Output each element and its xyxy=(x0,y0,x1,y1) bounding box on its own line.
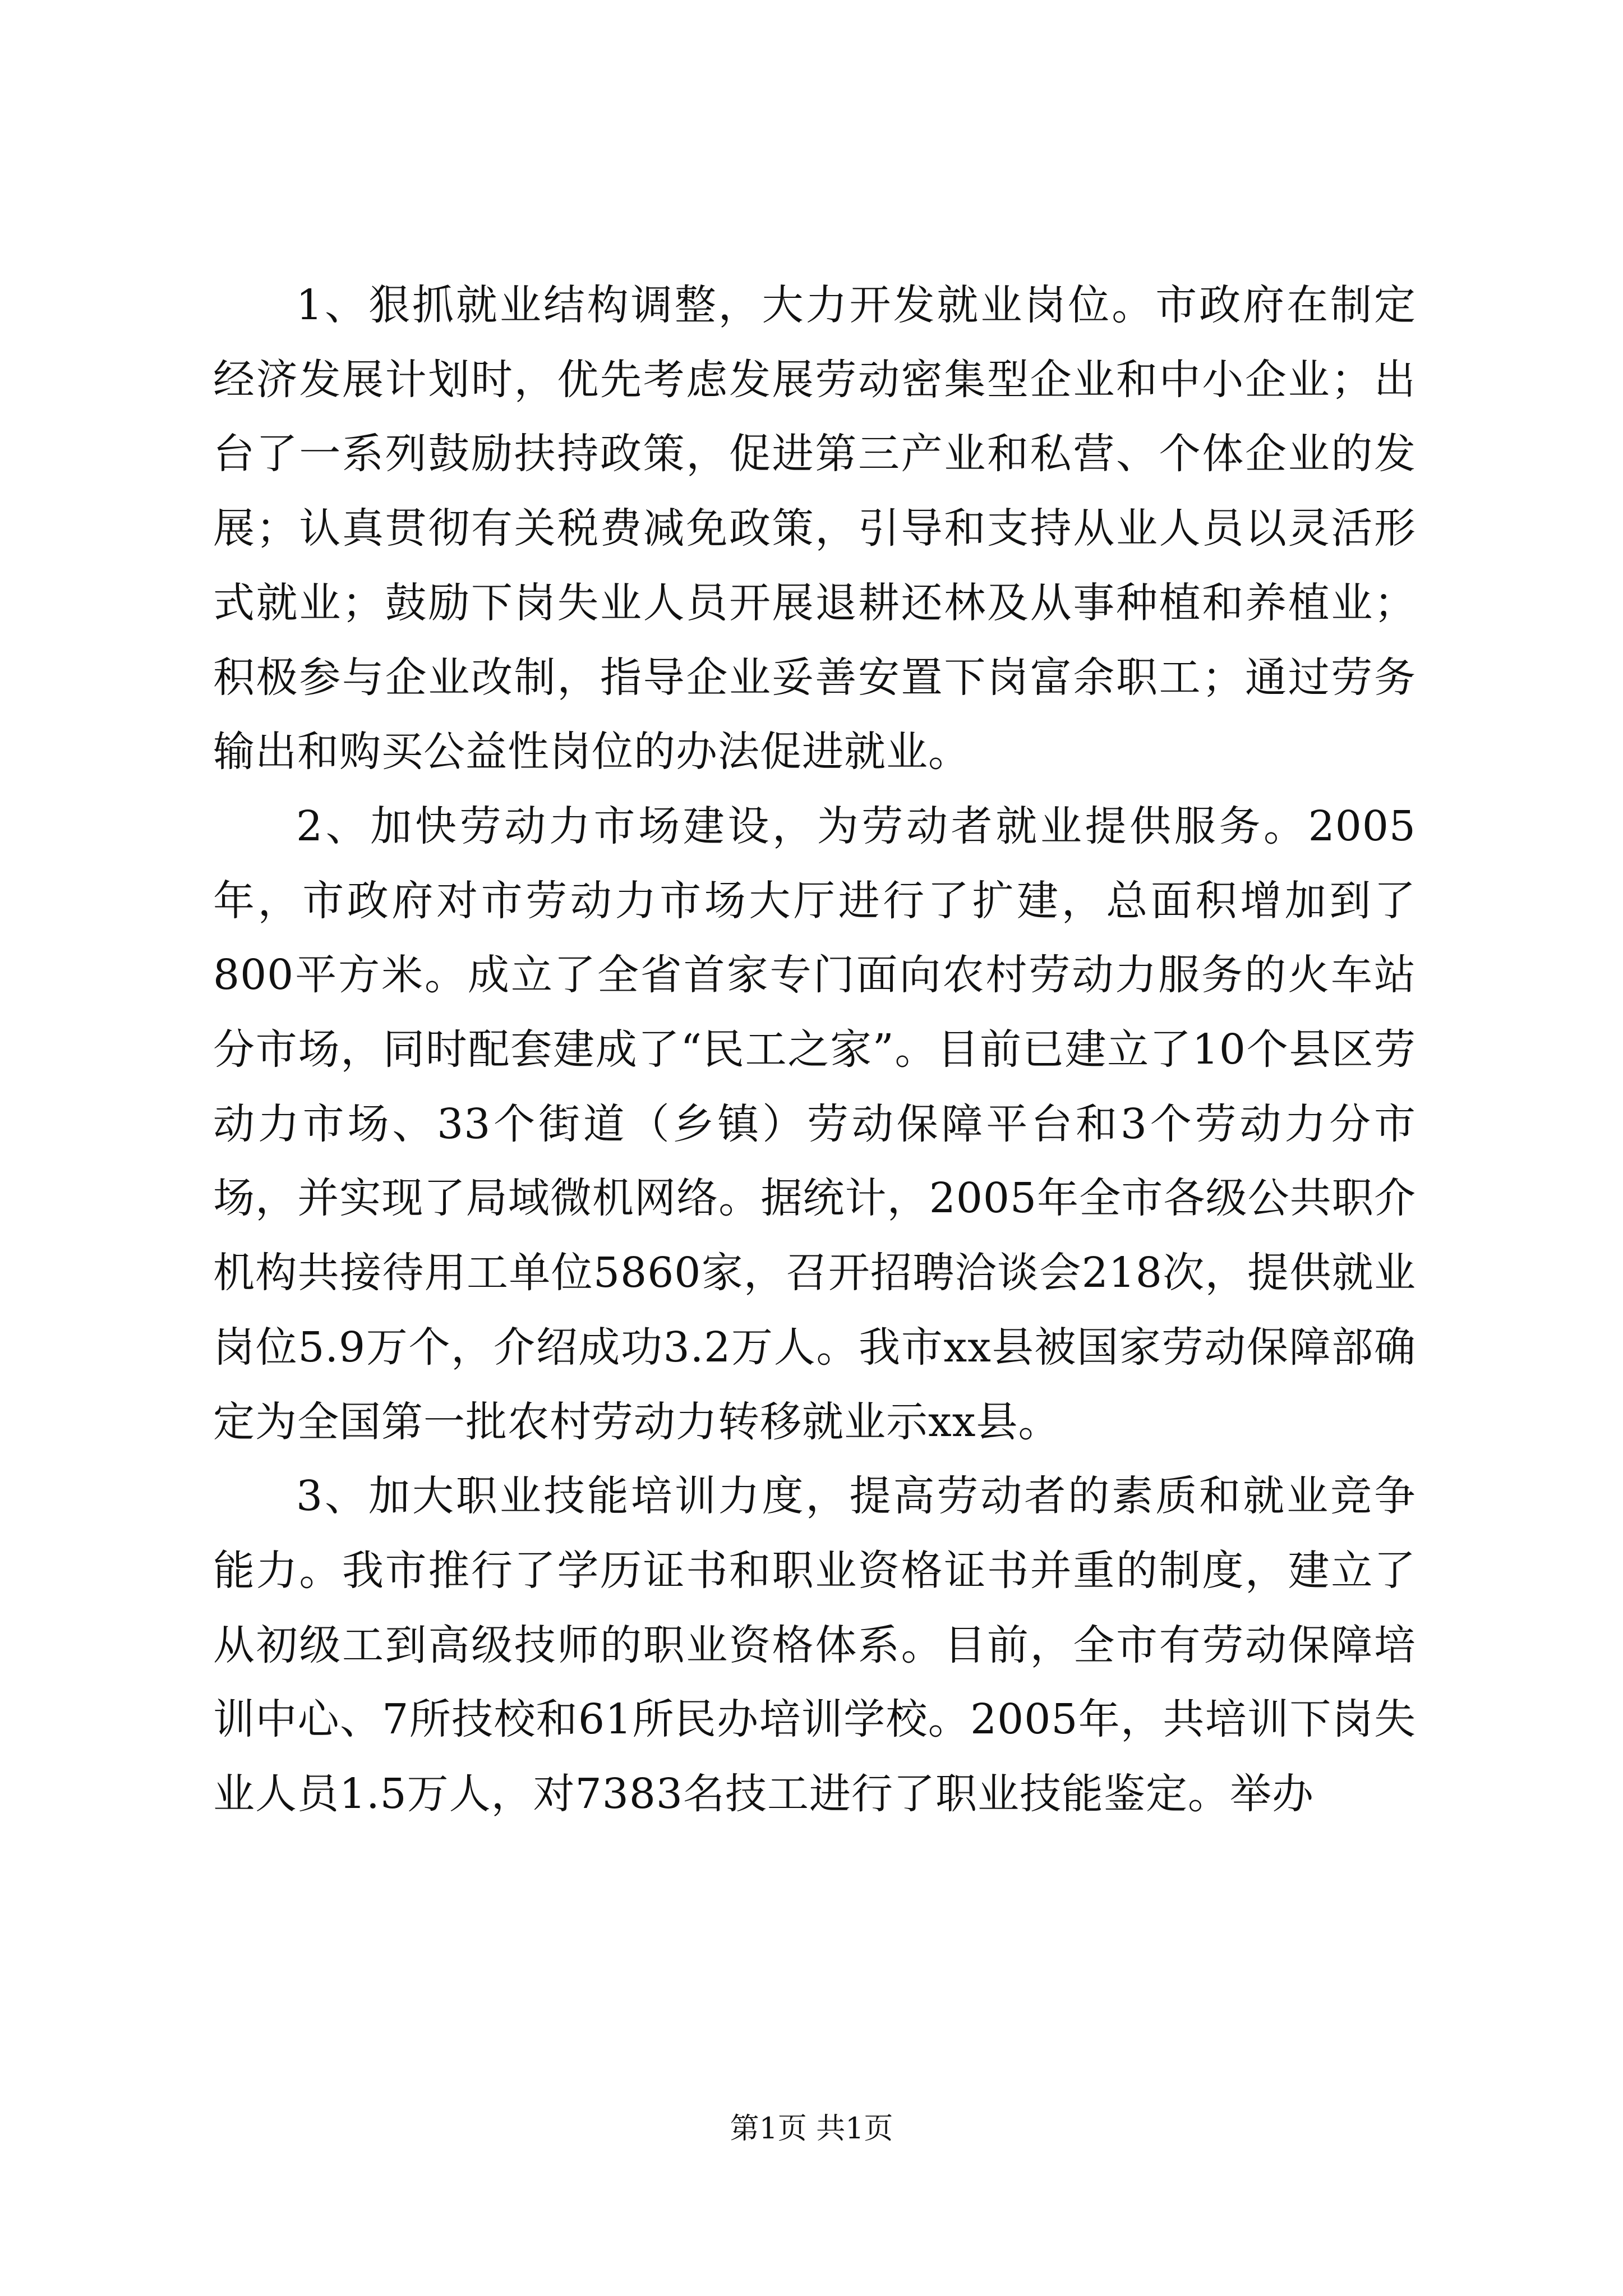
page-footer: 第1页 共1页 xyxy=(730,2112,893,2146)
paragraph-1: 1、狠抓就业结构调整，大力开发就业岗位。市政府在制定经济发展计划时，优先考虑发展劳动密集型企业和中小企业；出台了一系列鼓励扶持政策，促进第三产业和私营、个体企业的发展；认真贯彻有关税费减免政策，引导和支持从业人员以灵活形式就业；鼓励下岗失业人员开展退耕还林及从事种植和养植业；积极参与企业改制，指导企业妥善安置下岗富余职工；通过劳务输出和购买公益性岗位的办法促进就业。 xyxy=(213,281,1416,776)
document-body xyxy=(213,268,1416,1832)
paragraph-2: 2、加快劳动力市场建设，为劳动者就业提供服务。2005年，市政府对市劳动力市场大厅进行了扩建，总面积增加到了800平方米。成立了全省首家专门面向农村劳动力服务的火车站分市场，同时配套建成了“民工之家”。目前已建立了10个县区劳动力市场、33个街道（乡镇）劳动保障平台和3个劳动力分市场，并实现了局域微机网络。据统计，2005年全市各级公共职介机构共接待用工单位5860家，召开招聘洽谈会218次，提供就业岗位5.9万个，介绍成功3.2万人。我市xx县被国家劳动保障部确定为全国第一批农村劳动力转移就业示xx县。 xyxy=(213,802,1416,1446)
paragraph-3: 3、加大职业技能培训力度，提高劳动者的素质和就业竞争能力。我市推行了学历证书和职业资格证书并重的制度，建立了从初级工到高级技师的职业资格体系。目前，全市有劳动保障培训中心、7所技校和61所民办培训学校。2005年，共培训下岗失业人员1.5万人，对7383名技工进行了职业技能鉴定。举办 xyxy=(213,1472,1416,1819)
